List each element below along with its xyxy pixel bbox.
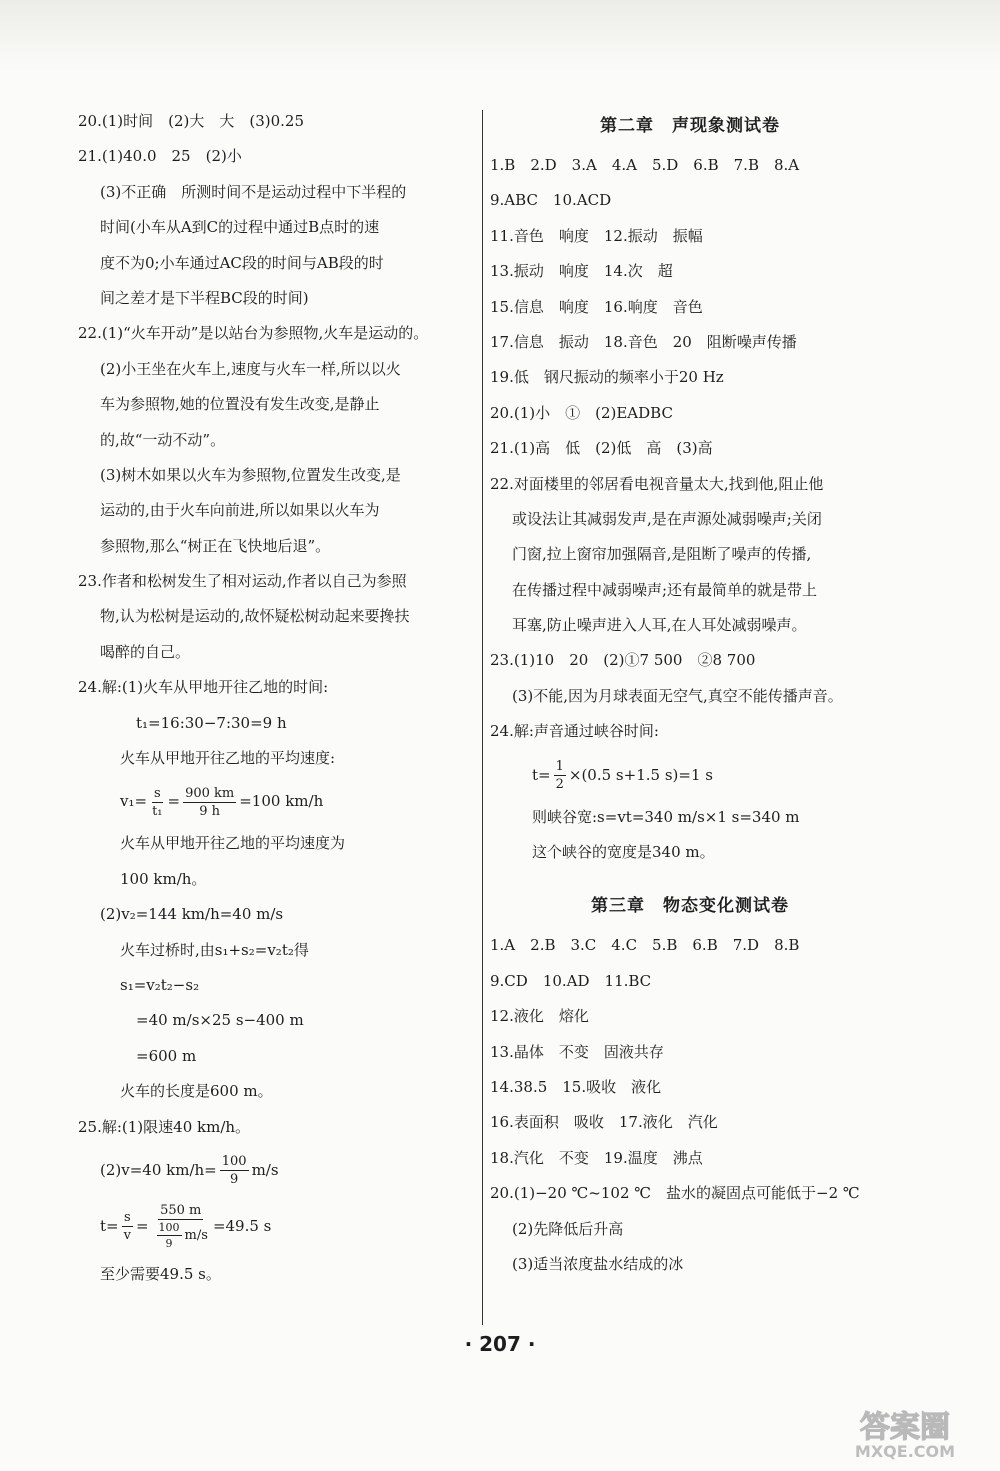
answer-line: 1.A 2.B 3.C 4.C 5.B 6.B 7.D 8.B [490,936,800,955]
answer-line: 度不为0;小车通过AC段的时间与AB段的时 [100,253,384,272]
answer-line: 间之差才是下半程BC段的时间) [100,288,309,307]
numerator: 1 [555,759,564,775]
left-column [78,104,473,1292]
answer-line: 24.解:(1)火车从甲地开往乙地的时间: [78,678,329,697]
answer-line: 16.表面积 吸收 17.液化 汽化 [490,1113,718,1132]
answer-line: 19.低 钢尺振动的频率小于20 Hz [490,368,724,387]
watermark-text: 答案圈 [860,1410,950,1445]
answer-line: 火车从甲地开往乙地的平均速度: [120,749,336,768]
answer-line: 11.音色 响度 12.振动 振幅 [490,226,703,245]
answer-line: 或设法让其减弱发声,是在声源处减弱噪声;关闭 [512,509,822,528]
formula-line: =40 m/s×25 s−400 m [136,1011,304,1030]
formula-text: m/s [251,1160,279,1179]
formula-line [78,776,473,826]
answer-line: (2)小王坐在火车上,速度与火车一样,所以以火 [100,359,401,378]
column-divider [482,110,483,1325]
answer-line: (3)适当浓度盐水结成的冰 [512,1254,684,1273]
formula-text: =100 km/h [239,792,324,811]
answer-line: (3)树木如果以火车为参照物,位置发生改变,是 [100,465,401,484]
answer-line: 17.信息 振动 18.音色 20 阻断噪声传播 [490,332,797,351]
answer-line: 的,故“一动不动”。 [100,430,226,449]
fraction [152,1204,210,1249]
answer-line: (2)先降低后升高 [512,1219,624,1238]
formula-text: (2)v=40 km/h= [100,1160,217,1179]
numerator: 100 [158,1221,180,1235]
denominator: 2 [555,777,564,793]
answer-line: 21.(1)40.0 25 (2)小 [78,147,242,166]
answer-line: 火车过桥时,由s₁+s₂=v₂t₂得 [120,940,309,959]
formula-text: v₁= [120,792,148,811]
answer-line: 25.解:(1)限速40 km/h。 [78,1117,251,1136]
denominator: 9 [165,1237,173,1251]
answer-line: 这个峡谷的宽度是340 m。 [532,843,715,862]
fraction [122,1211,133,1242]
fraction [183,787,236,818]
fraction [554,760,566,791]
answer-line: 24.解:声音通过峡谷时间: [490,722,659,741]
answer-line: 9.CD 10.AD 11.BC [490,971,652,990]
formula-line: s₁=v₂t₂−s₂ [120,975,200,994]
answer-line: 22.对面楼里的邻居看电视音量太大,找到他,阻止他 [490,474,824,493]
numerator: 550 m [160,1203,202,1219]
answer-line: 车为参照物,她的位置没有发生改变,是静止 [100,395,380,414]
answer-line: 13.晶体 不变 固液共存 [490,1042,664,1061]
page-top-shadow [0,0,1000,72]
answer-line: 在传播过程中减弱噪声;还有最简单的就是带上 [512,580,818,599]
formula-line [78,1145,473,1195]
answer-line: 20.(1)−20 ℃~102 ℃ 盐水的凝固点可能低于−2 ℃ [490,1184,860,1203]
answer-line: 23.(1)10 20 (2)①7 500 ②8 700 [490,651,756,670]
answer-line: 18.汽化 不变 19.温度 沸点 [490,1148,703,1167]
answer-line: 20.(1)小 ① (2)EADBC [490,403,673,422]
answer-line: 12.液化 熔化 [490,1007,589,1026]
formula-line: (2)v₂=144 km/h=40 m/s [100,905,284,924]
numerator: s [123,1210,131,1226]
answer-line: 23.作者和松树发生了相对运动,作者以自己为参照 [78,572,407,591]
watermark-logo-icon [825,1405,985,1461]
formula-text: t= [532,765,551,784]
formula-text: t= [100,1216,119,1235]
formula-text: ×(0.5 s+1.5 s)=1 s [568,765,713,784]
formula-line: t₁=16:30−7:30=9 h [136,713,287,732]
answer-line: 火车从甲地开往乙地的平均速度为 [120,834,346,853]
watermark-url: MXQE.COM [854,1442,956,1461]
answer-line: 22.(1)“火车开动”是以站台为参照物,火车是运动的。 [78,324,429,343]
numerator: 100 [221,1154,247,1170]
answer-line: 则峡谷宽:s=vt=340 m/s×1 s=340 m [532,807,800,826]
unit-text: m/s [184,1228,208,1244]
formula-line: =600 m [136,1046,197,1065]
right-column [490,104,890,1282]
answer-line: 20.(1)时间 (2)大 大 (3)0.25 [78,112,304,130]
formula-text: =49.5 s [212,1216,272,1235]
formula-text: = [167,792,181,811]
answer-line: (3)不能,因为月球表面无空气,真空不能传播声音。 [512,686,843,705]
answer-line: 门窗,拉上窗帘加强隔音,是阻断了噪声的传播, [512,545,812,564]
numerator: 900 km [185,785,235,801]
denominator: 9 [230,1172,239,1188]
formula-line [490,750,890,800]
fraction [157,1222,182,1249]
page-number: · 207 · [464,1332,536,1356]
answer-line: 9.ABC 10.ACD [490,191,612,210]
denominator: 9 h [199,803,221,819]
answer-line: 参照物,那么“树正在飞快地后退”。 [100,536,331,555]
answer-line: 耳塞,防止噪声进入人耳,在人耳处减弱噪声。 [512,616,807,635]
answer-line: 1.B 2.D 3.A 4.A 5.D 6.B 7.B 8.A [490,156,800,174]
answer-line: 13.振动 响度 14.次 超 [490,262,673,281]
formula-line [78,1195,473,1257]
answer-line: 时间(小车从A到C的过程中通过B点时的速 [100,218,380,237]
denominator [152,1220,210,1249]
answer-line: (3)不正确 所测时间不是运动过程中下半程的 [100,182,407,201]
numerator: s [153,785,161,801]
answer-line: 至少需要49.5 s。 [100,1264,221,1283]
answer-line: 喝醉的自己。 [100,642,191,661]
formula-text: = [135,1216,149,1235]
answer-line: 物,认为松树是运动的,故怀疑松树动起来要搀扶 [100,607,410,626]
answer-line: 100 km/h。 [120,869,207,888]
chapter-title: 第三章 物态变化测试卷 [591,896,789,917]
answer-line: 火车的长度是600 m。 [120,1082,273,1101]
fraction [150,787,164,818]
answer-line: 运动的,由于火车向前进,所以如果以火车为 [100,501,380,520]
answer-line: 21.(1)高 低 (2)低 高 (3)高 [490,439,713,458]
fraction [220,1155,249,1186]
chapter-title: 第二章 声现象测试卷 [600,116,780,136]
denominator: t₁ [152,803,163,819]
answer-line: 15.信息 响度 16.响度 音色 [490,297,703,316]
denominator: v [123,1228,131,1244]
answer-line: 14.38.5 15.吸收 液化 [490,1077,662,1096]
